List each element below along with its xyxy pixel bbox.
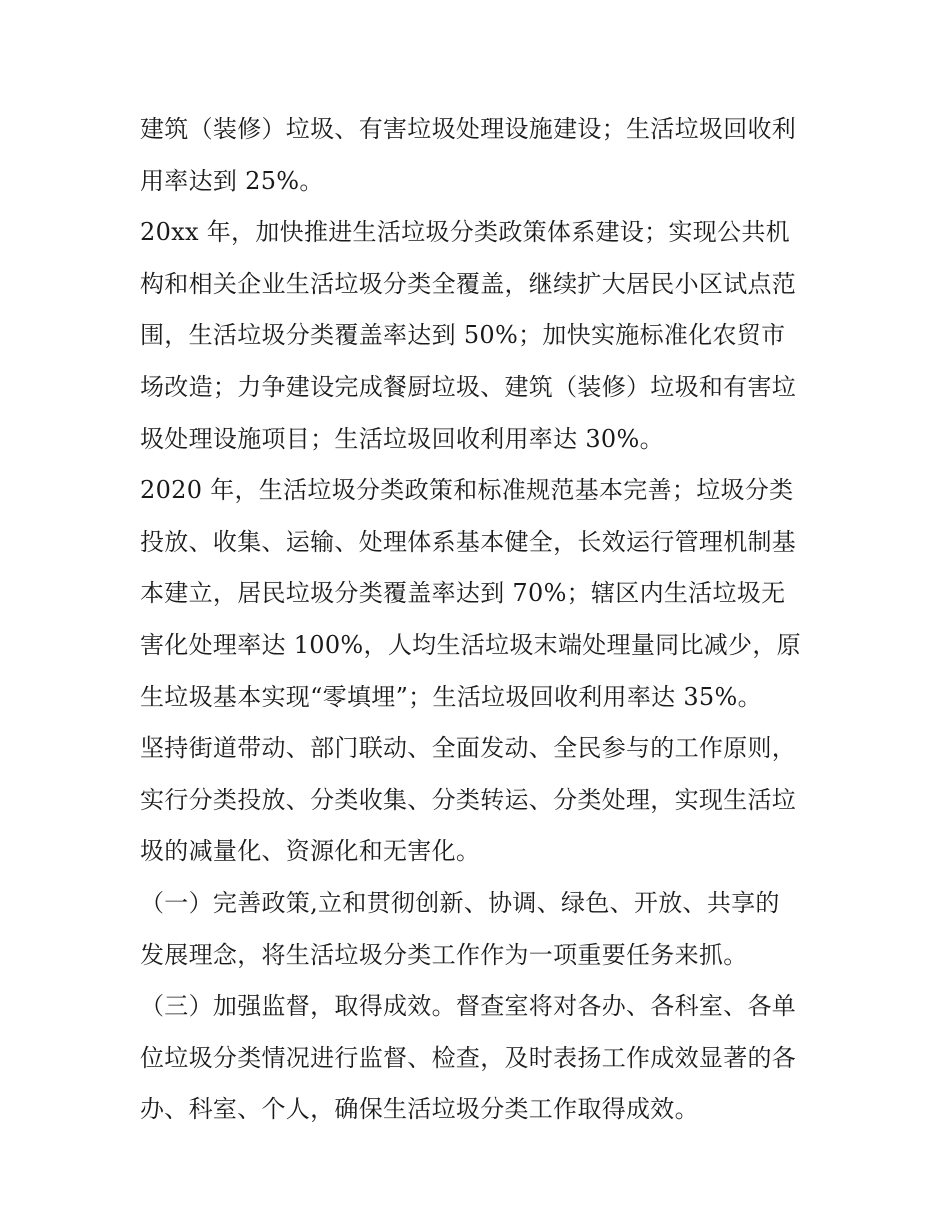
text-line: 围，生活垃圾分类覆盖率达到 50%；加快实施标准化农贸市 xyxy=(140,321,786,350)
text-line: 2020 年，生活垃圾分类政策和标准规范基本完善；垃圾分类 xyxy=(140,476,794,505)
text-line: 构和相关企业生活垃圾分类全覆盖，继续扩大居民小区试点范 xyxy=(140,269,797,298)
text-line: 坚持街道带动、部门联动、全面发动、全民参与的工作原则， xyxy=(140,734,797,763)
text-line: 本建立，居民垃圾分类覆盖率达到 70%；辖区内生活垃圾无 xyxy=(140,579,786,608)
text-line: 建筑（装修）垃圾、有害垃圾处理设施建设；生活垃圾回收利 xyxy=(140,115,797,143)
text-line: 圾的减量化、资源化和无害化。 xyxy=(140,837,481,866)
text-line: 生垃圾基本实现“零填埋”；生活垃圾回收利用率达 35%。 xyxy=(140,682,762,711)
text-line: 实行分类投放、分类收集、分类转运、分类处理，实现生活垃 xyxy=(140,785,797,814)
text-line: （三）加强监督，取得成效。督查室将对各办、各科室、各单 xyxy=(140,992,797,1021)
text-line: （一）完善政策,立和贯彻创新、协调、绿色、开放、共享的 xyxy=(140,888,780,917)
text-line: 位垃圾分类情况进行监督、检查，及时表扬工作成效显著的各 xyxy=(140,1043,797,1072)
text-line: 害化处理率达 100%，人均生活垃圾末端处理量同比减少，原 xyxy=(140,630,801,659)
text-line: 用率达到 25%。 xyxy=(140,166,324,195)
text-line: 圾处理设施项目；生活垃圾回收利用率达 30%。 xyxy=(140,424,664,453)
text-line: 场改造；力争建设完成餐厨垃圾、建筑（装修）垃圾和有害垃 xyxy=(140,372,797,401)
text-line: 发展理念，将生活垃圾分类工作作为一项重要任务来抓。 xyxy=(140,940,748,969)
text-line: 办、科室、个人，确保生活垃圾分类工作取得成效。 xyxy=(140,1095,699,1124)
text-line: 20xx 年，加快推进生活垃圾分类政策体系建设；实现公共机 xyxy=(140,218,790,247)
text-line: 投放、收集、运输、处理体系基本健全，长效运行管理机制基 xyxy=(140,527,797,556)
document-body xyxy=(140,104,820,1136)
